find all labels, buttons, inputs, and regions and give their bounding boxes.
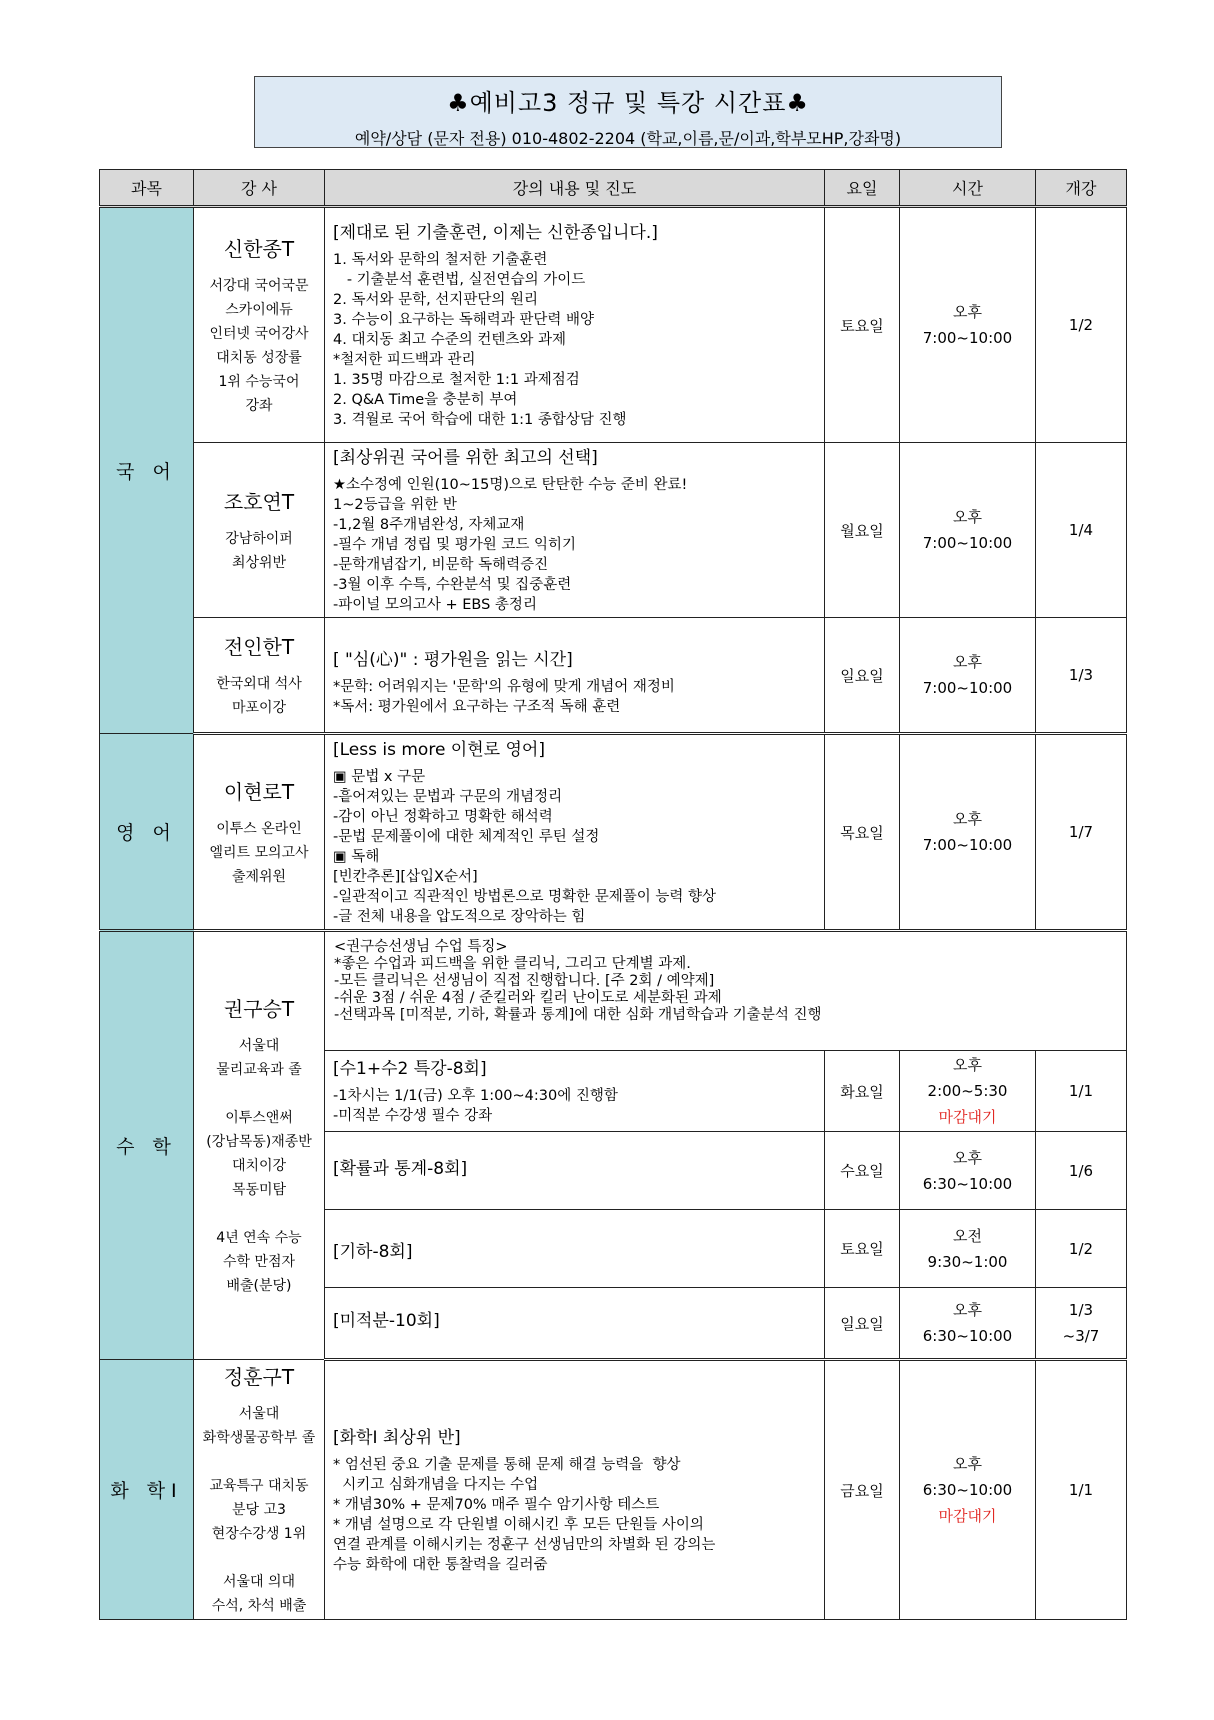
column-header: 과목	[100, 170, 194, 207]
course-line: [빈칸추론][삽입X순서]	[333, 869, 478, 885]
feature-line: -선택과목 [미적분, 기하, 확률과 통계]에 대한 심화 개념학습과 기출분석 진행	[334, 1007, 822, 1023]
course-line: *독서: 평가원에서 요구하는 구조적 독해 훈련	[333, 699, 621, 715]
teacher-info: 서강대 국어국문 스카이에듀 인터넷 국어강사 대치동 성장률 1위 수능국어 강좌	[209, 277, 309, 414]
column-header: 개강	[1036, 170, 1127, 207]
subject-math: 수 학	[100, 931, 194, 1360]
course-line: 3. 격월로 국어 학습에 대한 1:1 종합상담 진행	[333, 412, 627, 428]
course-time	[900, 1288, 1036, 1360]
teacher-cell	[194, 734, 325, 931]
table-row	[100, 207, 1127, 443]
time-period: 오전	[953, 1226, 982, 1245]
course-line: * 개념30% + 문제70% 매주 필수 암기사항 테스트	[333, 1497, 660, 1513]
teacher-cell	[194, 1360, 325, 1620]
course-time	[900, 1132, 1036, 1210]
time-period: 오후	[953, 303, 982, 321]
course-line: * 엄선된 중요 기출 문제를 통해 문제 해결 능력을 향상	[333, 1457, 681, 1473]
course-day: 목요일	[825, 734, 900, 931]
teacher-info: 강남하이퍼 최상위반	[225, 530, 293, 571]
column-header: 시간	[900, 170, 1036, 207]
course-line: -감이 아닌 정확하고 명확한 해석력	[333, 809, 553, 825]
course-heading: [제대로 된 기출훈련, 이제는 신한종입니다.]	[333, 223, 658, 243]
course-content	[325, 1051, 825, 1132]
course-line: 1. 35명 마감으로 철저한 1:1 과제점검	[333, 372, 580, 388]
course-line: -1,2월 8주개념완성, 자체교재	[333, 517, 525, 533]
course-heading: [미적분-10회]	[333, 1311, 440, 1331]
time-range: 7:00~10:00	[922, 679, 1013, 697]
contact-info: 예약/상담 (문자 전용) 010-4802-2204 (학교,이름,문/이과,학부모HP,강좌명)	[354, 129, 902, 148]
course-open-date: 1/2	[1036, 207, 1127, 443]
course-time	[900, 443, 1036, 618]
course-heading: [최상위권 국어를 위한 최고의 선택]	[333, 448, 598, 468]
course-content	[325, 618, 825, 734]
status-badge: 마감대기	[938, 1507, 997, 1525]
course-day: 금요일	[825, 1360, 900, 1620]
teacher-info: 서울대 화학생물공학부 졸 교육특구 대치동 분당 고3 현장수강생 1위 서울대 의대 수석, 차석 배출	[202, 1406, 316, 1614]
course-line: 시키고 심화개념을 다지는 수업	[333, 1477, 539, 1493]
course-line: ▣ 독해	[333, 849, 380, 865]
teacher-name: 조호연T	[223, 489, 295, 514]
subject-english: 영 어	[100, 734, 194, 931]
feature-heading: <권구승선생님 수업 특징>	[334, 939, 508, 955]
time-range: 7:00~10:00	[922, 836, 1013, 854]
course-line: 2. 독서와 문학, 선지판단의 원리	[333, 292, 538, 308]
course-line: 연결 관계를 이해시키는 정훈구 선생님만의 차별화 된 강의는	[333, 1537, 716, 1553]
course-content	[325, 207, 825, 443]
table-header-row	[100, 170, 1127, 207]
course-line: -1차시는 1/1(금) 오후 1:00~4:30에 진행함	[333, 1088, 618, 1104]
course-open-date: 1/1	[1036, 1051, 1127, 1132]
status-badge: 마감대기	[938, 1108, 997, 1126]
course-content	[325, 1132, 825, 1210]
table-row	[100, 734, 1127, 931]
course-open-date: 1/3	[1036, 618, 1127, 734]
table-row	[100, 931, 1127, 1051]
time-period: 오후	[953, 508, 982, 526]
course-heading: [ "심(心)" : 평가원을 읽는 시간]	[333, 650, 573, 670]
teacher-cell	[194, 931, 325, 1360]
course-line: 2. Q&A Time을 충분히 부여	[333, 392, 518, 408]
column-header: 강 사	[194, 170, 325, 207]
course-line: -3월 이후 수특, 수완분석 및 집중훈련	[333, 577, 572, 593]
course-line: ▣ 문법 x 구문	[333, 769, 426, 785]
teacher-name: 이현로T	[223, 779, 295, 804]
feature-line: -쉬운 3점 / 쉬운 4점 / 준킬러와 킬러 난이도로 세분화된 과제	[334, 990, 722, 1006]
course-line: *철저한 피드백과 관리	[333, 352, 476, 368]
course-heading: [기하-8회]	[333, 1241, 413, 1262]
table-row	[100, 618, 1127, 734]
course-time	[900, 734, 1036, 931]
teacher-info: 한국외대 석사 마포이강	[216, 675, 302, 716]
teacher-cell	[194, 618, 325, 734]
course-time	[900, 618, 1036, 734]
time-period: 오후	[953, 1056, 982, 1074]
course-day: 토요일	[825, 1210, 900, 1288]
time-period: 오후	[953, 653, 982, 671]
course-day: 수요일	[825, 1132, 900, 1210]
time-period: 오후	[953, 810, 982, 828]
time-range: 6:30~10:00	[922, 1481, 1013, 1499]
table-row	[100, 443, 1127, 618]
teacher-name: 정훈구T	[223, 1365, 295, 1389]
course-line: -문법 문제풀이에 대한 체계적인 루틴 설정	[333, 829, 600, 845]
math-feature-cell	[325, 931, 1127, 1051]
course-content	[325, 1210, 825, 1288]
teacher-name: 신한종T	[223, 236, 295, 261]
course-line: * 개념 설명으로 각 단원별 이해시킨 후 모든 단원들 사이의	[333, 1517, 704, 1533]
feature-line: -모든 클리닉은 선생님이 직접 진행합니다. [주 2회 / 예약제]	[334, 973, 715, 989]
course-time	[900, 207, 1036, 443]
subject-chemistry: 화 학Ⅰ	[100, 1360, 194, 1620]
course-line: -일관적이고 직관적인 방법론으로 명확한 문제풀이 능력 향상	[333, 889, 717, 905]
course-time	[900, 1051, 1036, 1132]
teacher-name: 권구승T	[223, 997, 295, 1021]
table-row	[100, 1360, 1127, 1620]
time-range: 6:30~10:00	[922, 1174, 1013, 1193]
page-title: ♣예비고3 정규 및 특강 시간표♣	[447, 89, 809, 117]
time-range: 7:00~10:00	[922, 534, 1013, 552]
column-header: 강의 내용 및 진도	[325, 170, 825, 207]
course-day: 월요일	[825, 443, 900, 618]
course-line: 수능 화학에 대한 통찰력을 길러줌	[333, 1557, 548, 1573]
course-day: 화요일	[825, 1051, 900, 1132]
course-day: 일요일	[825, 618, 900, 734]
teacher-info: 서울대 물리교육과 졸 이투스앤써 (강남목동)재종반 대치이강 목동미탐 4년 연속 수능 수학 만점자 배출(분당)	[206, 1038, 312, 1294]
course-heading: [Less is more 이현로 영어]	[333, 740, 545, 760]
course-line: -필수 개념 정립 및 평가원 코드 익히기	[333, 537, 576, 553]
time-range: 9:30~1:00	[927, 1252, 1008, 1271]
course-day: 토요일	[825, 207, 900, 443]
course-open-date: 1/1	[1036, 1360, 1127, 1620]
time-period: 오후	[953, 1148, 982, 1167]
course-line: -미적분 수강생 필수 강좌	[333, 1108, 493, 1124]
time-range: 7:00~10:00	[922, 329, 1013, 347]
course-open-date: 1/2	[1036, 1210, 1127, 1288]
subject-korean: 국 어	[100, 207, 194, 734]
course-line: - 기출분석 훈련법, 실전연습의 가이드	[333, 272, 586, 288]
feature-line: *좋은 수업과 피드백을 위한 클리닉, 그리고 단계별 과제.	[334, 956, 691, 972]
course-time	[900, 1210, 1036, 1288]
teacher-cell	[194, 443, 325, 618]
course-content	[325, 443, 825, 618]
course-open-date: 1/7	[1036, 734, 1127, 931]
course-heading: [수1+수2 특강-8회]	[333, 1059, 487, 1079]
course-open-date: 1/4	[1036, 443, 1127, 618]
time-range: 2:00~5:30	[927, 1082, 1008, 1100]
course-line: *문학: 어려워지는 '문학'의 유형에 맞게 개념어 재정비	[333, 679, 675, 695]
course-line: -글 전체 내용을 압도적으로 장악하는 힘	[333, 909, 586, 925]
course-time	[900, 1360, 1036, 1620]
course-content	[325, 1288, 825, 1360]
course-open-date: 1/3 ~3/7	[1036, 1288, 1127, 1360]
course-line: 3. 수능이 요구하는 독해력과 판단력 배양	[333, 312, 594, 328]
teacher-name: 전인한T	[223, 634, 295, 659]
course-content	[325, 1360, 825, 1620]
course-heading: [확률과 통계-8회]	[333, 1158, 468, 1179]
time-period: 오후	[953, 1455, 982, 1473]
course-line: 4. 대치동 최고 수준의 컨텐츠와 과제	[333, 332, 566, 348]
course-line: -흩어져있는 문법과 구문의 개념정리	[333, 789, 563, 805]
course-line: 1. 독서와 문학의 철저한 기출훈련	[333, 252, 548, 268]
course-content	[325, 734, 825, 931]
column-header: 요일	[825, 170, 900, 207]
schedule-table	[99, 169, 1127, 1620]
teacher-info: 이투스 온라인 엘리트 모의고사 출제위원	[209, 820, 309, 885]
time-range: 6:30~10:00	[922, 1327, 1013, 1345]
teacher-cell	[194, 207, 325, 443]
course-day: 일요일	[825, 1288, 900, 1360]
title-box	[254, 76, 1002, 148]
course-line: -문학개념잡기, 비문학 독해력증진	[333, 557, 549, 573]
course-open-date: 1/6	[1036, 1132, 1127, 1210]
time-period: 오후	[953, 1301, 982, 1319]
course-heading: [화학Ⅰ 최상위 반]	[333, 1428, 461, 1448]
course-line: 1~2등급을 위한 반	[333, 497, 457, 513]
course-line: ★소수정예 인원(10~15명)으로 탄탄한 수능 준비 완료!	[333, 477, 688, 493]
course-line: -파이널 모의고사 + EBS 총정리	[333, 597, 537, 613]
